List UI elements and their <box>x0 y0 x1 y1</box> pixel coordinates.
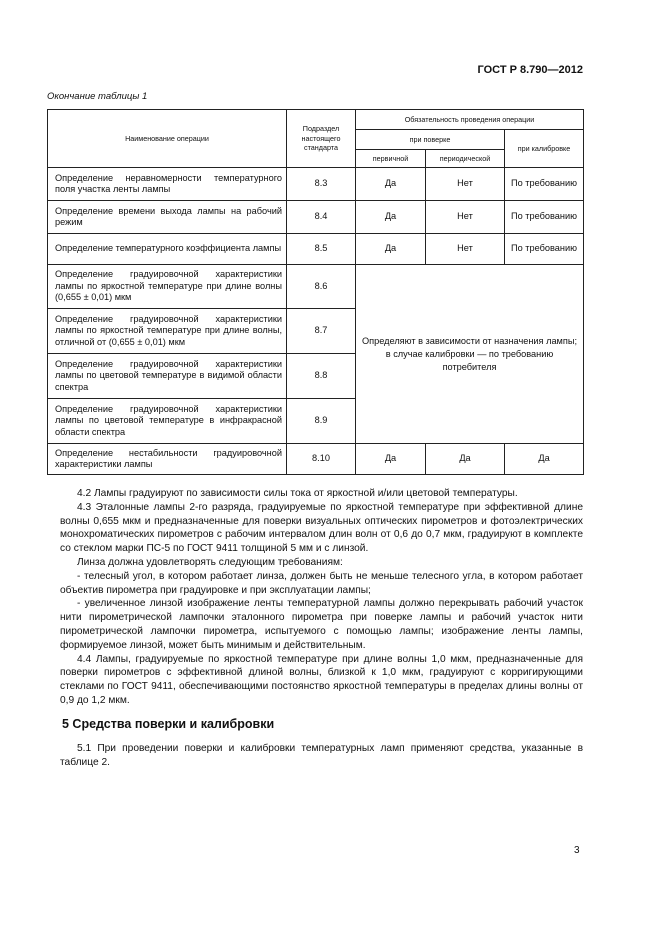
header-obligation: Обязательность проведения операции <box>356 110 584 130</box>
operation-calibration: По требованию <box>505 168 584 201</box>
header-subsection: Подраздел настоящего стандарта <box>287 110 356 168</box>
table-row <box>48 234 584 265</box>
paragraph-4-4: 4.4 Лампы, градуируемые по яркостной температуре при длине волны 1,0 мкм, предназначенные для поверки пирометров с эффективной длиной волны, близкой к 1,0 мкм, градуируют с корригирующими стеклами по ГОСТ 9411, обеспечивающими постоянство яркостной температуры в пределах длины волны от 0,9 до 1,2 мкм. <box>60 653 583 706</box>
table-row <box>48 201 584 234</box>
operation-name: Определение градуировочной характеристики лампы по цветовой температуре в инфракрасной области спектра <box>48 399 287 444</box>
lens-requirement-2: - увеличенное линзой изображение ленты температурной лампы должно перекрывать рабочий участок нити пирометрической лампочки эталонного пирометра при поверке лампы и рабочий участок нити пирометрической лампочки пирометра, испытуемого с помощью лампы; изображение ленты лампы, формируемое линзой, может быть минимым и действительным. <box>60 598 583 651</box>
operation-subsection: 8.3 <box>287 168 356 201</box>
operation-periodic: Нет <box>426 201 505 234</box>
operation-name: Определение температурного коэффициента лампы <box>48 234 287 265</box>
table-row <box>48 444 584 475</box>
table-row <box>48 265 584 309</box>
paragraph-5-1: 5.1 При проведении поверки и калибровки температурных ламп применяют средства, указанные в таблице 2. <box>60 743 583 768</box>
table-caption: Окончание таблицы 1 <box>47 91 148 102</box>
operation-subsection: 8.6 <box>287 265 356 309</box>
page-number: 3 <box>574 845 580 856</box>
table-row <box>48 168 584 201</box>
body-section-5 <box>60 742 583 770</box>
header-calibration: при калибровке <box>505 130 584 168</box>
header-verification: при поверке <box>356 130 505 150</box>
operation-subsection: 8.7 <box>287 309 356 354</box>
operation-subsection: 8.8 <box>287 354 356 399</box>
operation-calibration: По требованию <box>505 234 584 265</box>
header-periodic: периодической <box>426 150 505 168</box>
operation-subsection: 8.9 <box>287 399 356 444</box>
paragraph-4-3: 4.3 Эталонные лампы 2-го разряда, градуируемые по яркостной температуре при эффективной длине волны 0,655 мкм и предназначенные для поверки визуальных оптических пирометров и фотоэлектрических монохроматических пирометров с рабочим интервалом длин волн от 0,6 до 0,7 мкм, градуируют в комплекте со стеклом марки ПС-5 по ГОСТ 9411 толщиной 5 мм и с линзой. <box>60 501 583 555</box>
operation-periodic: Нет <box>426 168 505 201</box>
section-5-title: 5 Средства поверки и калибровки <box>62 717 275 731</box>
operation-name: Определение нестабильности градуировочной характеристики лампы <box>48 444 287 475</box>
merged-note: Определяют в зависимости от назначения лампы; в случае калибровки — по требованию потребителя <box>356 265 584 444</box>
header-primary: первичной <box>356 150 426 168</box>
operation-subsection: 8.5 <box>287 234 356 265</box>
operation-periodic: Нет <box>426 234 505 265</box>
lens-requirement-1: - телесный угол, в котором работает линза, должен быть не меньше телесного угла, в котором работает объектив пирометра при градуировке и при эксплуатации лампы; <box>60 570 583 596</box>
operation-name: Определение неравномерности температурного поля участка ленты лампы <box>48 168 287 201</box>
operation-name: Определение градуировочной характеристики лампы по яркостной температуре при длине волны, отличной от (0,655 ± 0,01) мкм <box>48 309 287 354</box>
operations-table <box>47 109 584 475</box>
paragraph-4-2: 4.2 Лампы градуируют по зависимости силы тока от яркостной и/или цветовой температуры. <box>77 488 518 499</box>
operation-primary: Да <box>356 201 426 234</box>
operation-calibration: Да <box>505 444 584 475</box>
body-section-4 <box>60 487 583 708</box>
document-number: ГОСТ Р 8.790—2012 <box>477 64 583 76</box>
operation-periodic: Да <box>426 444 505 475</box>
operation-name: Определение градуировочной характеристики лампы по цветовой температуре в видимой области спектра <box>48 354 287 399</box>
operation-name: Определение градуировочной характеристики лампы по яркостной температуре при длине волны (0,655 ± 0,01) мкм <box>48 265 287 309</box>
header-name: Наименование операции <box>48 110 287 168</box>
operation-name: Определение времени выхода лампы на рабочий режим <box>48 201 287 234</box>
operation-primary: Да <box>356 444 426 475</box>
operation-primary: Да <box>356 168 426 201</box>
lens-requirements-intro: Линза должна удовлетворять следующим требованиям: <box>77 556 343 568</box>
operation-subsection: 8.4 <box>287 201 356 234</box>
operation-subsection: 8.10 <box>287 444 356 475</box>
operation-calibration: По требованию <box>505 201 584 234</box>
operation-primary: Да <box>356 234 426 265</box>
